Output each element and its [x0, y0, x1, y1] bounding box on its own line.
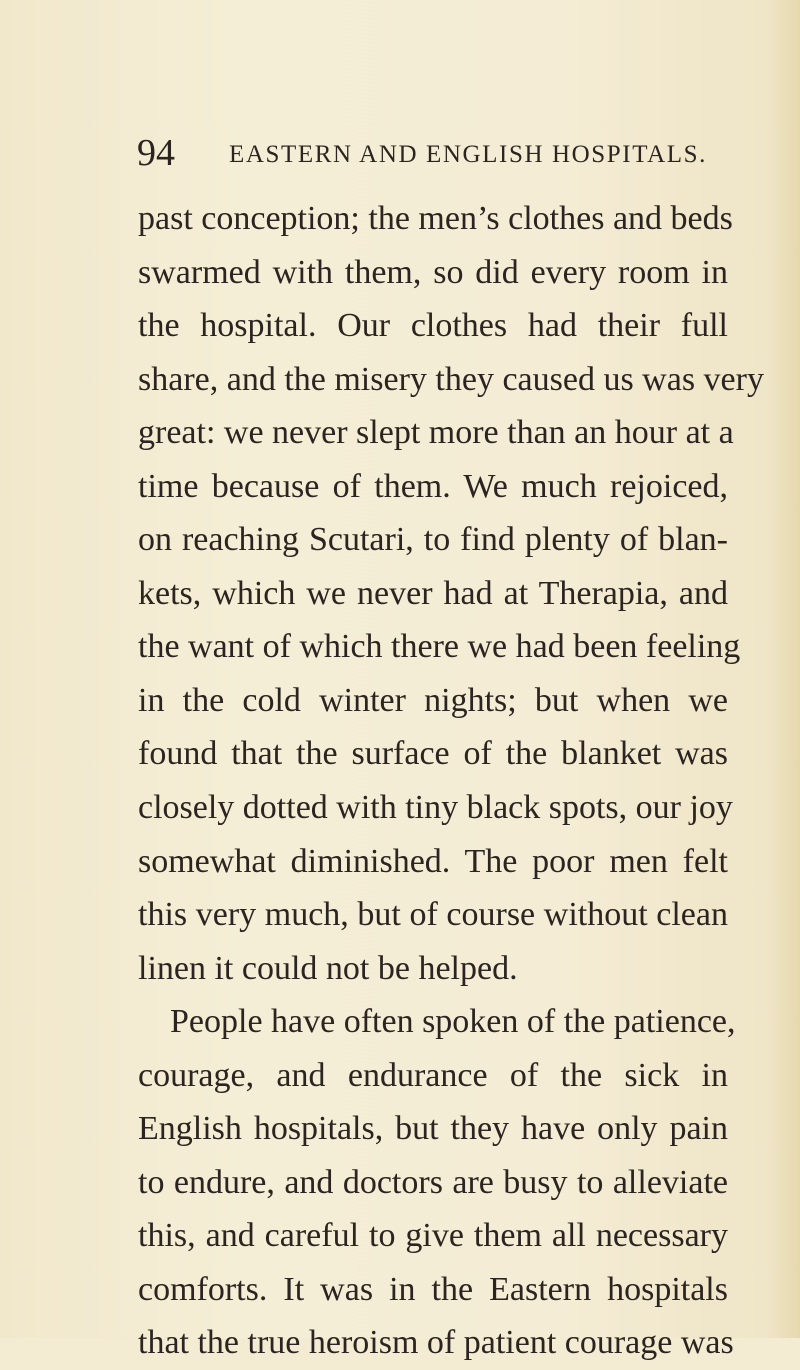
- page-header: [137, 128, 737, 178]
- text-line: People have often spoken of the patience,: [170, 1003, 736, 1041]
- text-line: swarmed with them, so did every room in: [138, 253, 728, 291]
- text-line: in the cold winter nights; but when we: [138, 681, 728, 719]
- text-line: share, and the misery they caused us was very: [138, 360, 764, 398]
- text-line: this, and careful to give them all necessary: [138, 1217, 728, 1255]
- text-line: the hospital. Our clothes had their full: [138, 307, 728, 345]
- text-line: English hospitals, but they have only pain: [138, 1110, 728, 1148]
- page-number: 94: [137, 132, 175, 174]
- text-line: closely dotted with tiny black spots, our joy: [138, 789, 733, 827]
- text-line: great: we never slept more than an hour at a: [138, 414, 734, 452]
- text-line: that the true heroism of patient courage was: [138, 1324, 734, 1362]
- body-text: [138, 192, 764, 1370]
- text-line: past conception; the men’s clothes and beds: [138, 200, 733, 237]
- text-line: somewhat diminished. The poor men felt: [138, 842, 728, 880]
- running-head: EASTERN AND ENGLISH HOSPITALS.: [229, 141, 707, 168]
- text-line: on reaching Scutari, to find plenty of blan-: [138, 521, 728, 559]
- text-line: courage, and endurance of the sick in: [138, 1056, 728, 1094]
- text-line: kets, which we never had at Therapia, and: [138, 574, 728, 612]
- text-line: comforts. It was in the Eastern hospitals: [138, 1270, 728, 1308]
- text-line: the want of which there we had been feeling: [138, 628, 741, 666]
- text-line: this very much, but of course without clean: [138, 896, 728, 934]
- text-line: to endure, and doctors are busy to alleviate: [138, 1163, 728, 1201]
- text-line: time because of them. We much rejoiced,: [138, 467, 728, 505]
- text-line: linen it could not be helped.: [138, 949, 518, 987]
- text-line: found that the surface of the blanket was: [138, 735, 728, 773]
